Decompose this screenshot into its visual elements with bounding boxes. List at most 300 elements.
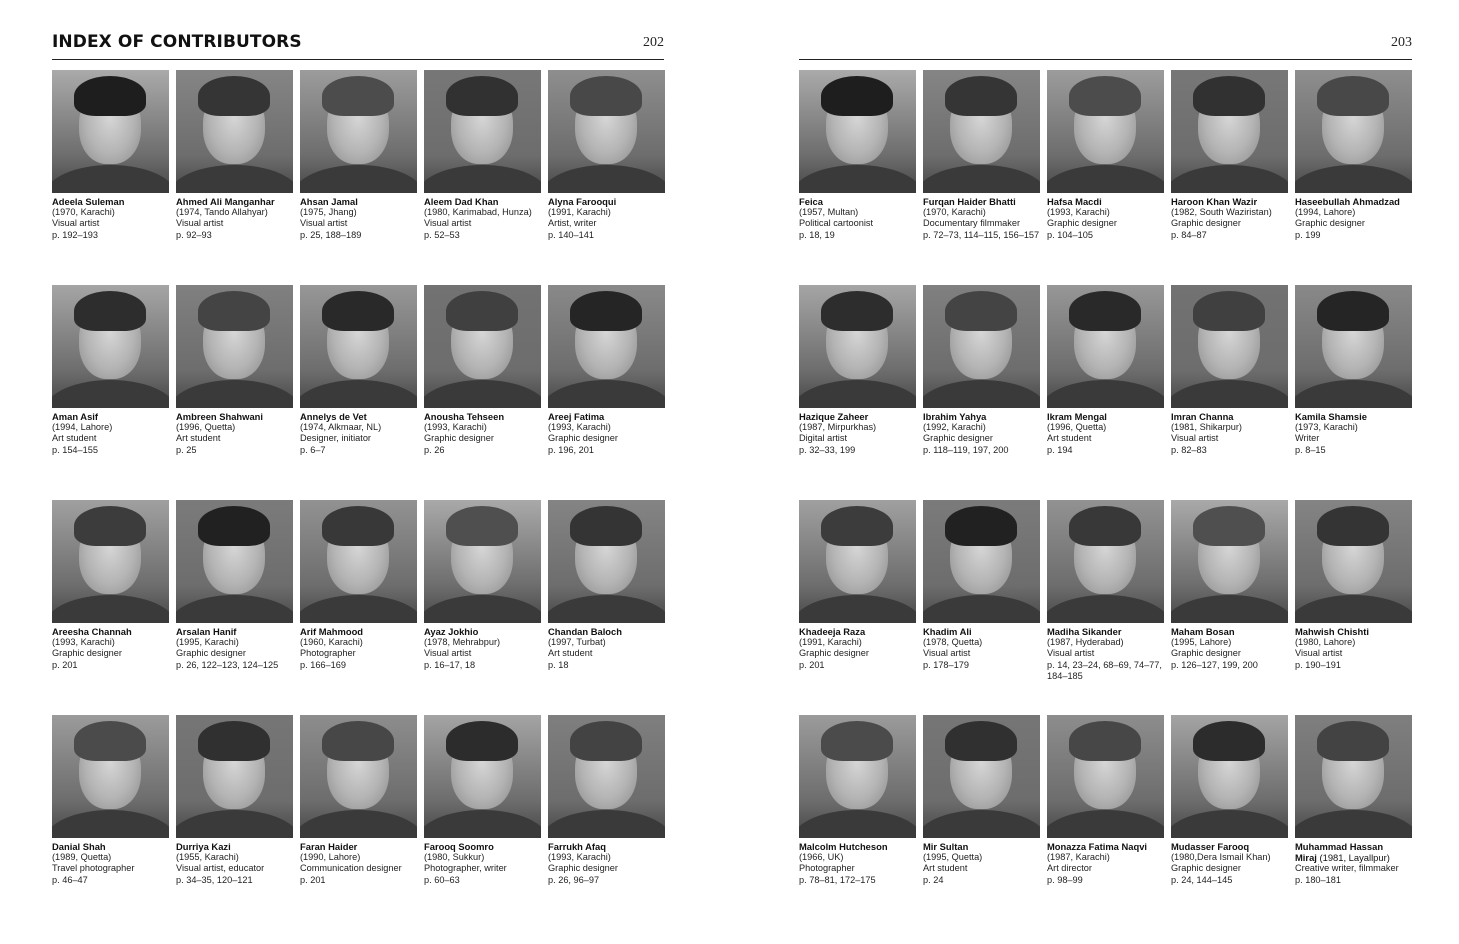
portrait-hair (446, 291, 518, 331)
portrait-shoulders (1295, 595, 1412, 623)
contributor-role: Photographer, writer (424, 863, 507, 874)
portrait-shoulders (548, 595, 665, 623)
contributor-pages: p. 201 (799, 659, 825, 670)
portrait-hair (945, 291, 1017, 331)
portrait-shoulders (300, 380, 417, 408)
contributor-name: Maham Bosan (1171, 626, 1235, 637)
contributor-name: Mudasser Farooq (1171, 841, 1250, 852)
contributor-card (176, 285, 295, 456)
contributor-card (799, 70, 918, 241)
portrait-shoulders (1171, 595, 1288, 623)
contributor-origin: (1980, Sukkur) (424, 852, 485, 863)
contributor-photo (1295, 500, 1412, 623)
contributor-card (1295, 500, 1414, 671)
portrait-hair (1317, 506, 1389, 546)
portrait-shoulders (548, 165, 665, 193)
contributor-photo (799, 285, 916, 408)
contributor-name: Areej Fatima (548, 411, 605, 422)
contributor-origin: (1995, Karachi) (176, 637, 239, 648)
portrait-shoulders (52, 380, 169, 408)
contributor-origin: (1978, Quetta) (923, 637, 983, 648)
contributor-pages: p. 178–179 (923, 659, 969, 670)
contributor-role: Graphic designer (799, 648, 869, 659)
portrait-hair (1069, 721, 1141, 761)
contributor-role: Graphic designer (1171, 863, 1241, 874)
portrait-hair (821, 76, 893, 116)
contributor-name: Anousha Tehseen (424, 411, 505, 422)
contributor-role: Art student (52, 433, 97, 444)
portrait-shoulders (176, 380, 293, 408)
contributor-origin: (1973, Karachi) (1295, 422, 1358, 433)
contributor-name: Annelys de Vet (300, 411, 367, 422)
contributor-card (799, 285, 918, 456)
contributor-info (923, 841, 1042, 886)
contributor-pages: p. 25 (176, 444, 197, 455)
contributor-photo (799, 715, 916, 838)
contributor-name: Farooq Soomro (424, 841, 494, 852)
contributor-origin: (1994, Lahore) (52, 422, 113, 433)
portrait-hair (1069, 291, 1141, 331)
contributor-origin: (1993, Karachi) (1047, 207, 1110, 218)
portrait-hair (198, 291, 270, 331)
page-title: INDEX OF CONTRIBUTORS (52, 32, 302, 52)
contributor-pages: p. 18 (548, 659, 569, 670)
portrait-hair (1193, 76, 1265, 116)
contributor-role: Visual artist (1171, 433, 1219, 444)
contributor-card (424, 715, 543, 886)
contributor-pages: p. 82–83 (1171, 444, 1207, 455)
contributor-pages: p. 6–7 (300, 444, 326, 455)
contributor-pages: p. 14, 23–24, 68–69, 74–77, 184–185 (1047, 659, 1162, 681)
contributor-photo (1047, 715, 1164, 838)
contributor-card (1171, 70, 1290, 241)
contributor-name: Hafsa Macdi (1047, 196, 1102, 207)
portrait-shoulders (923, 165, 1040, 193)
contributor-role: Writer (1295, 433, 1320, 444)
contributor-role: Visual artist (300, 218, 348, 229)
contributor-name: Monazza Fatima Naqvi (1047, 841, 1148, 852)
contributor-name: Faran Haider (300, 841, 358, 852)
contributor-info (1047, 411, 1166, 456)
page-number: 203 (1391, 35, 1412, 50)
contributor-name: Arsalan Hanif (176, 626, 237, 637)
contributor-origin: (1974, Tando Allahyar) (176, 207, 268, 218)
portrait-hair (821, 291, 893, 331)
contributor-info (799, 841, 918, 886)
portrait-shoulders (799, 380, 916, 408)
contributor-origin: (1975, Jhang) (300, 207, 357, 218)
portrait-hair (945, 721, 1017, 761)
contributor-photo (923, 715, 1040, 838)
contributor-card (1047, 715, 1166, 886)
contributor-card (1171, 285, 1290, 456)
contributor-origin: (1995, Lahore) (1171, 637, 1232, 648)
contributor-name: Kamila Shamsie (1295, 411, 1367, 422)
contributor-pages: p. 60–63 (424, 874, 460, 885)
portrait-hair (1317, 76, 1389, 116)
contributor-role: Graphic designer (1295, 218, 1365, 229)
contributor-card (300, 70, 419, 241)
contributor-photo (176, 70, 293, 193)
contributor-info (300, 841, 419, 886)
contributor-card (923, 285, 1042, 456)
contributor-card (52, 715, 171, 886)
contributor-card (1171, 715, 1290, 886)
portrait-hair (74, 291, 146, 331)
contributor-role: Designer, initiator (300, 433, 371, 444)
contributor-origin: (1996, Quetta) (1047, 422, 1107, 433)
contributor-origin: (1957, Multan) (799, 207, 859, 218)
contributor-info (1295, 626, 1414, 671)
contributor-role: Graphic designer (176, 648, 246, 659)
contributor-origin: (1997, Turbat) (548, 637, 606, 648)
portrait-hair (198, 76, 270, 116)
contributor-pages: p. 118–119, 197, 200 (923, 444, 1009, 455)
contributor-photo (300, 285, 417, 408)
contributor-role: Graphic designer (1171, 218, 1241, 229)
portrait-shoulders (300, 595, 417, 623)
portrait-shoulders (176, 595, 293, 623)
contributor-info (52, 841, 171, 886)
contributor-pages: p. 34–35, 120–121 (176, 874, 253, 885)
portrait-hair (1317, 721, 1389, 761)
contributor-pages: p. 78–81, 172–175 (799, 874, 876, 885)
contributor-info (424, 626, 543, 671)
portrait-shoulders (1171, 810, 1288, 838)
contributor-pages: p. 104–105 (1047, 229, 1093, 240)
contributor-card (1295, 285, 1414, 456)
contributor-role: Graphic designer (548, 863, 618, 874)
contributor-info (424, 196, 543, 241)
contributor-photo (424, 285, 541, 408)
contributor-role: Visual artist (176, 218, 224, 229)
contributor-origin: (1987, Mirpurkhas) (799, 422, 877, 433)
portrait-hair (322, 76, 394, 116)
contributor-role: Photographer (300, 648, 356, 659)
contributor-info (1047, 841, 1166, 886)
contributor-role: Graphic designer (1047, 218, 1117, 229)
contributor-name: Imran Channa (1171, 411, 1234, 422)
contributor-info (1171, 411, 1290, 456)
contributor-origin: (1960, Karachi) (300, 637, 363, 648)
contributor-pages: p. 26, 96–97 (548, 874, 600, 885)
portrait-shoulders (923, 595, 1040, 623)
left-page (52, 0, 664, 944)
contributor-role: Art student (1047, 433, 1092, 444)
contributor-name: Mir Sultan (923, 841, 969, 852)
contributor-role: Art student (548, 648, 593, 659)
contributor-origin: (1955, Karachi) (176, 852, 239, 863)
portrait-shoulders (548, 810, 665, 838)
contributor-role: Visual artist (424, 218, 472, 229)
portrait-hair (570, 76, 642, 116)
contributor-photo (424, 500, 541, 623)
contributor-name: Ahsan Jamal (300, 196, 358, 207)
contributor-pages: p. 18, 19 (799, 229, 835, 240)
contributor-info (52, 626, 171, 671)
contributor-photo (1171, 715, 1288, 838)
contributor-card (300, 285, 419, 456)
contributor-info (424, 411, 543, 456)
contributor-info (176, 841, 295, 886)
contributor-card (1047, 500, 1166, 682)
contributor-photo (799, 70, 916, 193)
portrait-hair (446, 721, 518, 761)
contributor-card (1295, 70, 1414, 241)
contributor-pages: p. 26, 122–123, 124–125 (176, 659, 279, 670)
contributor-photo (1171, 285, 1288, 408)
contributor-pages: p. 46–47 (52, 874, 88, 885)
portrait-shoulders (1047, 595, 1164, 623)
portrait-hair (821, 721, 893, 761)
contributor-photo (1171, 70, 1288, 193)
contributor-origin: (1987, Karachi) (1047, 852, 1110, 863)
contributor-name: Malcolm Hutcheson (799, 841, 888, 852)
contributor-pages: p. 24, 144–145 (1171, 874, 1233, 885)
contributor-name: Ikram Mengal (1047, 411, 1107, 422)
portrait-shoulders (799, 165, 916, 193)
contributor-name: Durriya Kazi (176, 841, 231, 852)
contributor-card (424, 285, 543, 456)
contributor-origin: (1966, UK) (799, 852, 844, 863)
contributor-pages: p. 52–53 (424, 229, 460, 240)
contributor-name: Hazique Zaheer (799, 411, 869, 422)
contributor-pages: p. 196, 201 (548, 444, 594, 455)
portrait-shoulders (1047, 380, 1164, 408)
contributor-photo (548, 70, 665, 193)
contributor-origin: (1980, Karimabad, Hunza) (424, 207, 532, 218)
contributor-photo (300, 715, 417, 838)
contributor-info (300, 626, 419, 671)
portrait-hair (1193, 506, 1265, 546)
contributor-role: Travel photographer (52, 863, 135, 874)
portrait-hair (198, 721, 270, 761)
portrait-hair (1193, 721, 1265, 761)
contributor-info (799, 411, 918, 456)
contributor-photo (52, 715, 169, 838)
portrait-shoulders (300, 810, 417, 838)
contributor-info (424, 841, 543, 886)
contributor-photo (300, 500, 417, 623)
contributor-info (52, 411, 171, 456)
contributor-origin: (1993, Karachi) (52, 637, 115, 648)
contributor-photo (1047, 70, 1164, 193)
contributor-name: Chandan Baloch (548, 626, 622, 637)
contributor-origin: (1996, Quetta) (176, 422, 236, 433)
page-header (52, 32, 664, 60)
portrait-hair (446, 76, 518, 116)
contributor-name: Ambreen Shahwani (176, 411, 263, 422)
portrait-hair (322, 291, 394, 331)
portrait-shoulders (176, 165, 293, 193)
contributor-origin: (1994, Lahore) (1295, 207, 1356, 218)
contributor-card (300, 715, 419, 886)
contributor-card (923, 500, 1042, 671)
contributor-name: Ayaz Jokhio (424, 626, 479, 637)
contributor-info (1171, 841, 1290, 886)
contributor-name: Haroon Khan Wazir (1171, 196, 1258, 207)
portrait-shoulders (548, 380, 665, 408)
contributor-card (1047, 285, 1166, 456)
contributor-info (300, 411, 419, 456)
contributor-name: Aleem Dad Khan (424, 196, 499, 207)
contributor-info (1295, 411, 1414, 456)
portrait-shoulders (1171, 380, 1288, 408)
contributor-pages: p. 16–17, 18 (424, 659, 476, 670)
portrait-hair (945, 506, 1017, 546)
right-page (799, 0, 1412, 944)
contributor-info (548, 411, 667, 456)
contributor-photo (52, 70, 169, 193)
contributor-name: Feica (799, 196, 823, 207)
contributor-role: Graphic designer (424, 433, 494, 444)
portrait-hair (945, 76, 1017, 116)
contributor-role: Visual artist (424, 648, 472, 659)
contributor-origin: (1993, Karachi) (548, 852, 611, 863)
contributor-role: Art student (923, 863, 968, 874)
contributor-origin: (1980,Dera Ismail Khan) (1171, 852, 1271, 863)
contributor-name: Mahwish Chishti (1295, 626, 1369, 637)
contributor-role: Art director (1047, 863, 1092, 874)
contributor-role: Political cartoonist (799, 218, 874, 229)
contributor-card (548, 500, 667, 671)
contributor-role: Documentary filmmaker (923, 218, 1021, 229)
portrait-hair (74, 506, 146, 546)
contributor-info (548, 626, 667, 671)
contributor-origin: (1987, Hyderabad) (1047, 637, 1124, 648)
contributor-origin: (1989, Quetta) (52, 852, 112, 863)
contributor-role: Visual artist (1295, 648, 1343, 659)
contributor-info (548, 196, 667, 241)
contributor-origin: (1993, Karachi) (548, 422, 611, 433)
contributor-origin: (1990, Lahore) (300, 852, 361, 863)
portrait-shoulders (424, 380, 541, 408)
contributor-card (923, 715, 1042, 886)
contributor-info (1295, 196, 1414, 241)
contributor-photo (923, 500, 1040, 623)
portrait-hair (570, 506, 642, 546)
contributor-pages: p. 92–93 (176, 229, 212, 240)
contributor-photo (424, 715, 541, 838)
contributor-info (176, 626, 295, 671)
contributor-photo (1295, 70, 1412, 193)
contributor-name: Furqan Haider Bhatti (923, 196, 1016, 207)
portrait-shoulders (52, 595, 169, 623)
contributor-info (300, 196, 419, 241)
contributor-card (548, 715, 667, 886)
contributor-role: Photographer (799, 863, 855, 874)
contributor-card (548, 70, 667, 241)
contributor-pages: p. 192–193 (52, 229, 98, 240)
contributor-origin: (1978, Mehrabpur) (424, 637, 501, 648)
contributor-photo (923, 285, 1040, 408)
page-number: 202 (643, 35, 664, 50)
portrait-shoulders (1295, 165, 1412, 193)
contributor-origin: (1993, Karachi) (424, 422, 487, 433)
contributor-role: Graphic designer (1171, 648, 1241, 659)
contributor-photo (424, 70, 541, 193)
contributor-info (923, 196, 1042, 241)
contributor-photo (1047, 285, 1164, 408)
portrait-hair (74, 721, 146, 761)
contributor-photo (176, 285, 293, 408)
contributor-name: Aman Asif (52, 411, 99, 422)
contributor-card (799, 500, 918, 671)
contributor-photo (52, 285, 169, 408)
contributor-name: Areesha Channah (52, 626, 132, 637)
portrait-hair (446, 506, 518, 546)
contributor-card (1295, 715, 1414, 886)
contributor-info (176, 411, 295, 456)
portrait-shoulders (923, 810, 1040, 838)
contributor-pages: p. 98–99 (1047, 874, 1083, 885)
contributor-origin: (1991, Karachi) (799, 637, 862, 648)
portrait-shoulders (52, 810, 169, 838)
portrait-shoulders (923, 380, 1040, 408)
contributor-photo (176, 500, 293, 623)
portrait-hair (322, 506, 394, 546)
contributor-pages: p. 194 (1047, 444, 1073, 455)
portrait-hair (1193, 291, 1265, 331)
contributor-role: Art student (176, 433, 221, 444)
contributor-name: Muhammad Hassan Miraj (1981, Layallpur) (1295, 841, 1390, 864)
contributor-info (176, 196, 295, 241)
contributor-pages: p. 72–73, 114–115, 156–157 (923, 229, 1040, 240)
contributor-card (52, 70, 171, 241)
contributor-role: Artist, writer (548, 218, 597, 229)
contributor-pages: p. 201 (300, 874, 326, 885)
contributor-name: Haseebullah Ahmadzad (1295, 196, 1400, 207)
contributor-origin: (1980, Lahore) (1295, 637, 1356, 648)
portrait-shoulders (1047, 810, 1164, 838)
portrait-shoulders (1171, 165, 1288, 193)
contributor-role: Communication designer (300, 863, 402, 874)
contributor-photo (1047, 500, 1164, 623)
contributor-origin: (1970, Karachi) (52, 207, 115, 218)
contributor-pages: p. 126–127, 199, 200 (1171, 659, 1258, 670)
contributor-card (176, 715, 295, 886)
contributor-role: Visual artist (1047, 648, 1095, 659)
portrait-hair (198, 506, 270, 546)
contributor-info (799, 626, 918, 671)
page-header (799, 32, 1412, 60)
contributor-info (923, 411, 1042, 456)
contributor-name: Danial Shah (52, 841, 106, 852)
contributor-info (1295, 841, 1414, 886)
contributor-info (923, 626, 1042, 671)
contributor-name: Khadeeja Raza (799, 626, 866, 637)
contributor-name: Adeela Suleman (52, 196, 125, 207)
contributor-origin: (1974, Alkmaar, NL) (300, 422, 382, 433)
portrait-shoulders (176, 810, 293, 838)
contributor-pages: p. 190–191 (1295, 659, 1341, 670)
contributor-pages: p. 8–15 (1295, 444, 1326, 455)
contributor-card (923, 70, 1042, 241)
portrait-shoulders (1295, 810, 1412, 838)
contributor-pages: p. 84–87 (1171, 229, 1207, 240)
contributor-card (1047, 70, 1166, 241)
contributor-role: Visual artist (923, 648, 971, 659)
contributor-role: Graphic designer (923, 433, 993, 444)
portrait-hair (570, 721, 642, 761)
contributor-name: Arif Mahmood (300, 626, 364, 637)
contributor-card (424, 500, 543, 671)
contributor-name: Khadim Ali (923, 626, 972, 637)
contributor-info (799, 196, 918, 241)
contributor-card (52, 500, 171, 671)
contributor-pages: p. 180–181 (1295, 874, 1341, 885)
contributor-photo (548, 500, 665, 623)
